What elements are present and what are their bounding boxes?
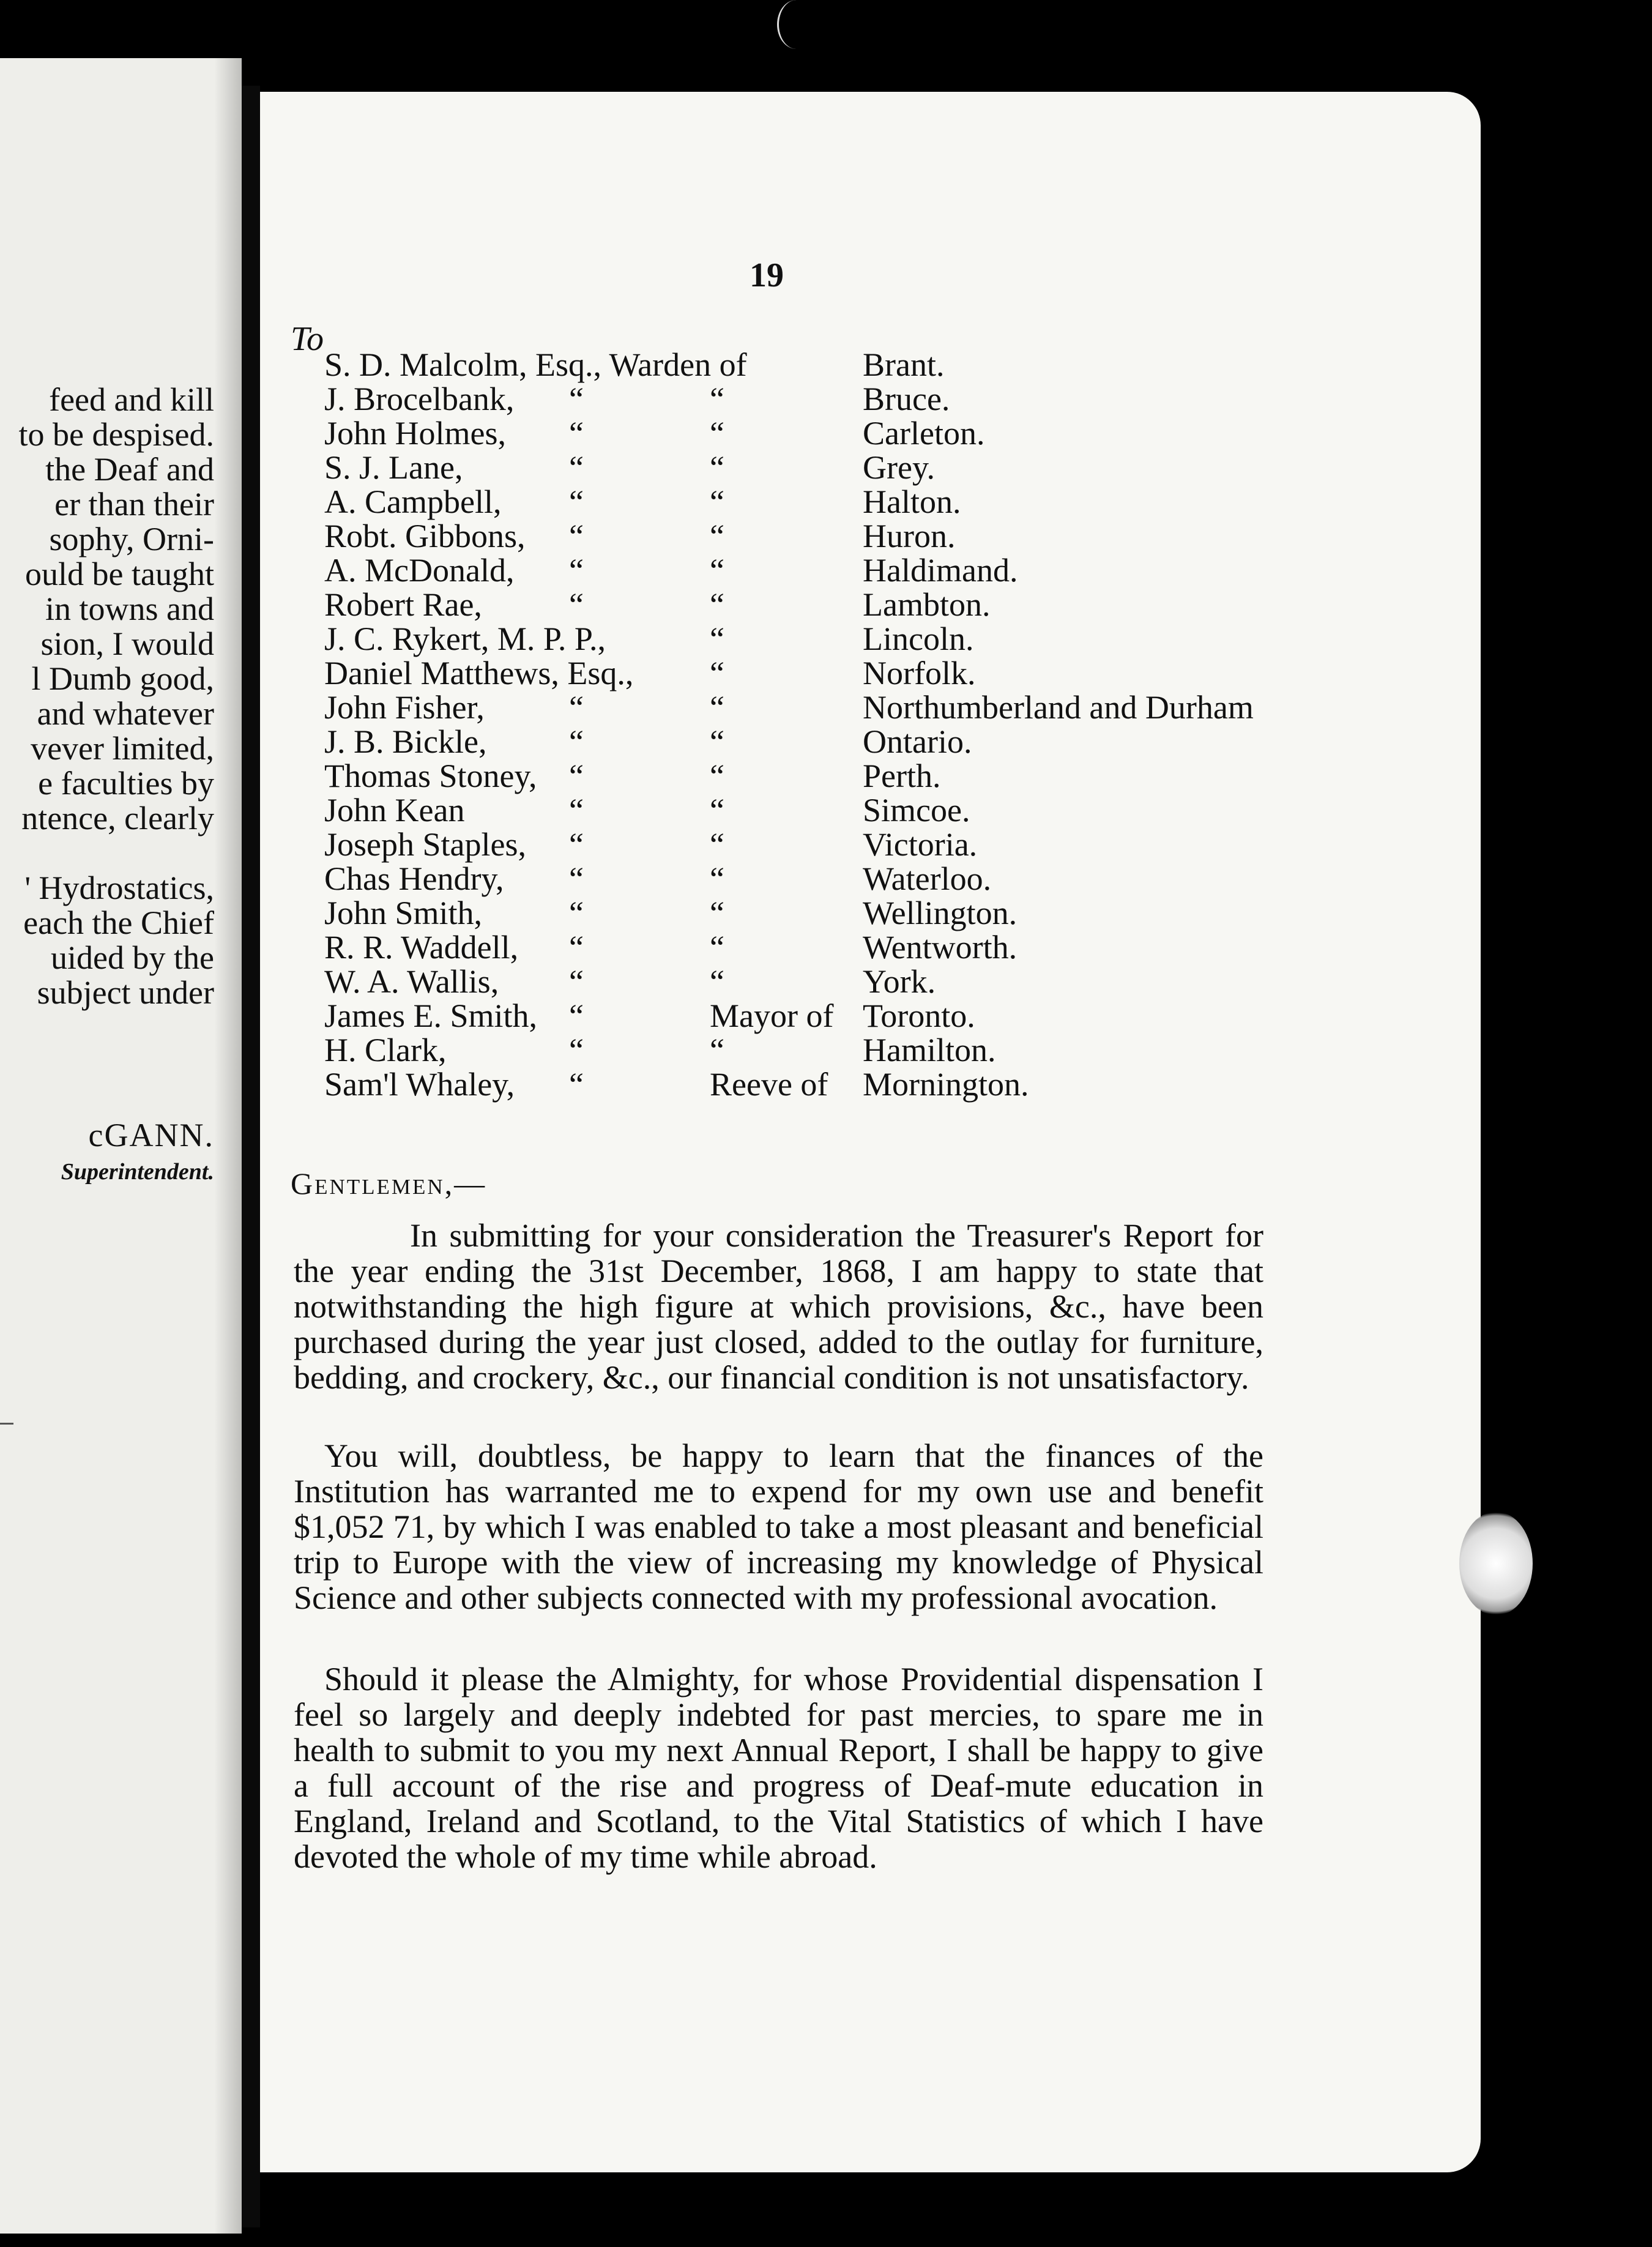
left-page-line: and whatever (37, 695, 214, 732)
page-gutter (242, 86, 260, 2227)
addressee-county: Ontario. (863, 723, 972, 760)
addressee-row (324, 1033, 1481, 1067)
addressee-office: “ (710, 415, 724, 452)
addressee-office: “ (710, 620, 724, 657)
addressee-county: Brant. (863, 346, 945, 383)
addressee-office: “ (710, 895, 724, 931)
left-page-line: ould be taught (25, 556, 214, 592)
ditto-mark: “ (569, 449, 584, 486)
addressee-row (324, 793, 1481, 827)
addressee-county: Toronto. (863, 997, 975, 1034)
binding-shadow (214, 58, 242, 2234)
addressee-row (324, 1067, 1481, 1101)
main-page (260, 92, 1481, 2172)
left-page-line: vever limited, (31, 730, 214, 767)
addressee-county: York. (863, 963, 936, 1000)
addressee-county: Norfolk. (863, 655, 976, 691)
left-page-line: to be despised. (18, 416, 214, 453)
addressee-name: Sam'l Whaley, (324, 1066, 515, 1103)
addressee-county: Halton. (863, 483, 961, 520)
addressee-row (324, 656, 1481, 690)
addressee-row (324, 827, 1481, 862)
ditto-mark: “ (569, 415, 584, 452)
addressee-name: S. J. Lane, (324, 449, 463, 486)
left-page-line (0, 836, 214, 871)
addressee-row (324, 382, 1481, 416)
ditto-mark: “ (569, 860, 584, 897)
addressee-row (324, 519, 1481, 553)
addressee-name: Daniel Matthews, Esq., (324, 655, 634, 691)
ditto-mark: “ (569, 723, 584, 760)
addressee-name: J. Brocelbank, (324, 381, 515, 417)
left-page-line: l Dumb good, (31, 660, 214, 697)
paragraph-annual-report: Should it please the Almighty, for whose Providential dispensation I feel so largely and deeply indebted for past mercies, to spare me in health to submit to you my next Annual Report, I shall be happy to give a full account of the rise and progress of Deaf-mute education in England, Ireland and Scotland, to the Vital Statistics of which I have devoted the whole of my time while abroad. (294, 1661, 1263, 1875)
addressee-county: Northumberland and Durham (863, 689, 1254, 726)
left-page-line: uided by the (51, 939, 214, 976)
left-page-line: feed and kill (49, 381, 214, 418)
addressee-office: “ (710, 860, 724, 897)
salutation: Gentlemen,— (291, 1166, 487, 1201)
addressee-office: “ (710, 792, 724, 829)
addressee-name: Thomas Stoney, (324, 758, 537, 794)
left-page-line: sophy, Orni- (49, 521, 214, 557)
addressee-office: “ (710, 929, 724, 966)
addressee-office: “ (710, 381, 724, 417)
addressee-office: “ (710, 518, 724, 554)
left-page-line: er than their (54, 486, 214, 523)
addressee-name: John Smith, (324, 895, 483, 931)
addressee-office: “ (710, 586, 724, 623)
addressee-office: “ (710, 963, 724, 1000)
page-stain (1459, 1511, 1533, 1615)
ditto-mark: “ (569, 689, 584, 726)
addressee-office: “ (710, 689, 724, 726)
addressee-office: “ (710, 449, 724, 486)
addressee-office: “ (710, 1032, 724, 1068)
addressee-office: “ (710, 826, 724, 863)
left-signature-title: Superintendent. (61, 1159, 214, 1185)
addressee-office: Reeve of (710, 1066, 828, 1103)
left-page-line: ' Hydrostatics, (24, 870, 214, 906)
addressee-county: Hamilton. (863, 1032, 996, 1068)
addressee-name: James E. Smith, (324, 997, 537, 1034)
left-page-line: e faculties by (38, 765, 214, 802)
ditto-mark: “ (569, 792, 584, 829)
addressee-county: Perth. (863, 758, 941, 794)
ditto-mark: “ (569, 483, 584, 520)
addressee-name: J. C. Rykert, M. P. P., (324, 620, 606, 657)
ditto-mark: “ (569, 381, 584, 417)
addressee-name: Robt. Gibbons, (324, 518, 526, 554)
ditto-mark: “ (569, 997, 584, 1034)
page-number: 19 (750, 256, 784, 294)
addressee-row (324, 485, 1481, 519)
left-page-line: the Deaf and (45, 451, 214, 488)
addressee-row (324, 896, 1481, 930)
addressee-row (324, 759, 1481, 793)
addressee-county: Wellington. (863, 895, 1018, 931)
addressee-name: Chas Hendry, (324, 860, 504, 897)
addressee-row (324, 999, 1481, 1033)
left-page (0, 58, 242, 2234)
left-signature-name: cGANN. (88, 1117, 214, 1153)
ditto-mark: “ (569, 826, 584, 863)
left-page-text (0, 382, 214, 1010)
left-page-line: in towns and (45, 591, 214, 627)
addressee-county: Huron. (863, 518, 956, 554)
addressee-name: John Fisher, (324, 689, 485, 726)
addressee-county: Haldimand. (863, 552, 1018, 589)
addressee-row (324, 553, 1481, 587)
addressee-county: Carleton. (863, 415, 985, 452)
addressee-county: Waterloo. (863, 860, 992, 897)
addressee-name: John Holmes, (324, 415, 506, 452)
addressee-office: “ (710, 483, 724, 520)
ditto-mark: “ (569, 929, 584, 966)
addressee-office: “ (710, 655, 724, 691)
addressee-row (324, 348, 1481, 382)
scan-artifact (777, 0, 816, 49)
addressee-county: Lincoln. (863, 620, 974, 657)
addressee-office: “ (710, 758, 724, 794)
addressee-county: Simcoe. (863, 792, 970, 829)
left-page-line: subject under (37, 974, 214, 1011)
left-page-line: each the Chief (23, 904, 214, 941)
left-page-line: sion, I would (40, 625, 214, 662)
paragraph-finances: You will, doubtless, be happy to learn that the finances of the Institution has warranted me to expend for my own use and benefit $1,052 71, by which I was enabled to take a most pleasant and beneficial trip to Europe with the view of increasing my knowledge of Physical Science and other subjects connected with my professional avocation. (294, 1437, 1263, 1616)
addressee-name: A. McDonald, (324, 552, 515, 589)
addressee-name: W. A. Wallis, (324, 963, 499, 1000)
addressee-name: Robert Rae, (324, 586, 482, 623)
addressee-county: Victoria. (863, 826, 978, 863)
addressee-name: S. D. Malcolm, Esq., Warden of (324, 346, 747, 383)
paragraph-treasurer-report: In submitting for your consideration the Treasurer's Report for the year ending the 31st December, 1868, I am happy to state that notwithstanding the high figure at which provisions, &c., have been purchased during the year just closed, added to the outlay for furniture, bedding, and crockery, &c., our financial condition is not unsatisfactory. (294, 1217, 1263, 1396)
addressee-row (324, 587, 1481, 622)
addressee-name: R. R. Waddell, (324, 929, 519, 966)
addressee-row (324, 690, 1481, 725)
left-page-line: ntence, clearly (21, 800, 214, 837)
addressee-row (324, 930, 1481, 964)
addressee-office: Mayor of (710, 997, 834, 1034)
addressee-row (324, 416, 1481, 450)
addressee-row (324, 964, 1481, 999)
addressee-row (324, 725, 1481, 759)
ditto-mark: “ (569, 963, 584, 1000)
addressee-county: Wentworth. (863, 929, 1018, 966)
ditto-mark: “ (569, 586, 584, 623)
ditto-mark: “ (569, 1066, 584, 1103)
addressee-name: A. Campbell, (324, 483, 502, 520)
addressee-county: Bruce. (863, 381, 950, 417)
ditto-mark: “ (569, 1032, 584, 1068)
addressee-name: J. B. Bickle, (324, 723, 487, 760)
ditto-mark: “ (569, 552, 584, 589)
addressee-row (324, 622, 1481, 656)
addressee-name: John Kean (324, 792, 465, 829)
to-label: To (291, 320, 324, 358)
ditto-mark: “ (569, 895, 584, 931)
addressee-office: “ (710, 552, 724, 589)
addressee-name: Joseph Staples, (324, 826, 526, 863)
ditto-mark: “ (569, 758, 584, 794)
addressee-county: Mornington. (863, 1066, 1029, 1103)
addressee-office: “ (710, 723, 724, 760)
left-signature (61, 1117, 214, 1190)
addressee-row (324, 450, 1481, 485)
addressee-county: Grey. (863, 449, 935, 486)
addressee-name: H. Clark, (324, 1032, 447, 1068)
addressee-row (324, 862, 1481, 896)
left-divider (0, 1423, 13, 1425)
addressee-county: Lambton. (863, 586, 991, 623)
ditto-mark: “ (569, 518, 584, 554)
